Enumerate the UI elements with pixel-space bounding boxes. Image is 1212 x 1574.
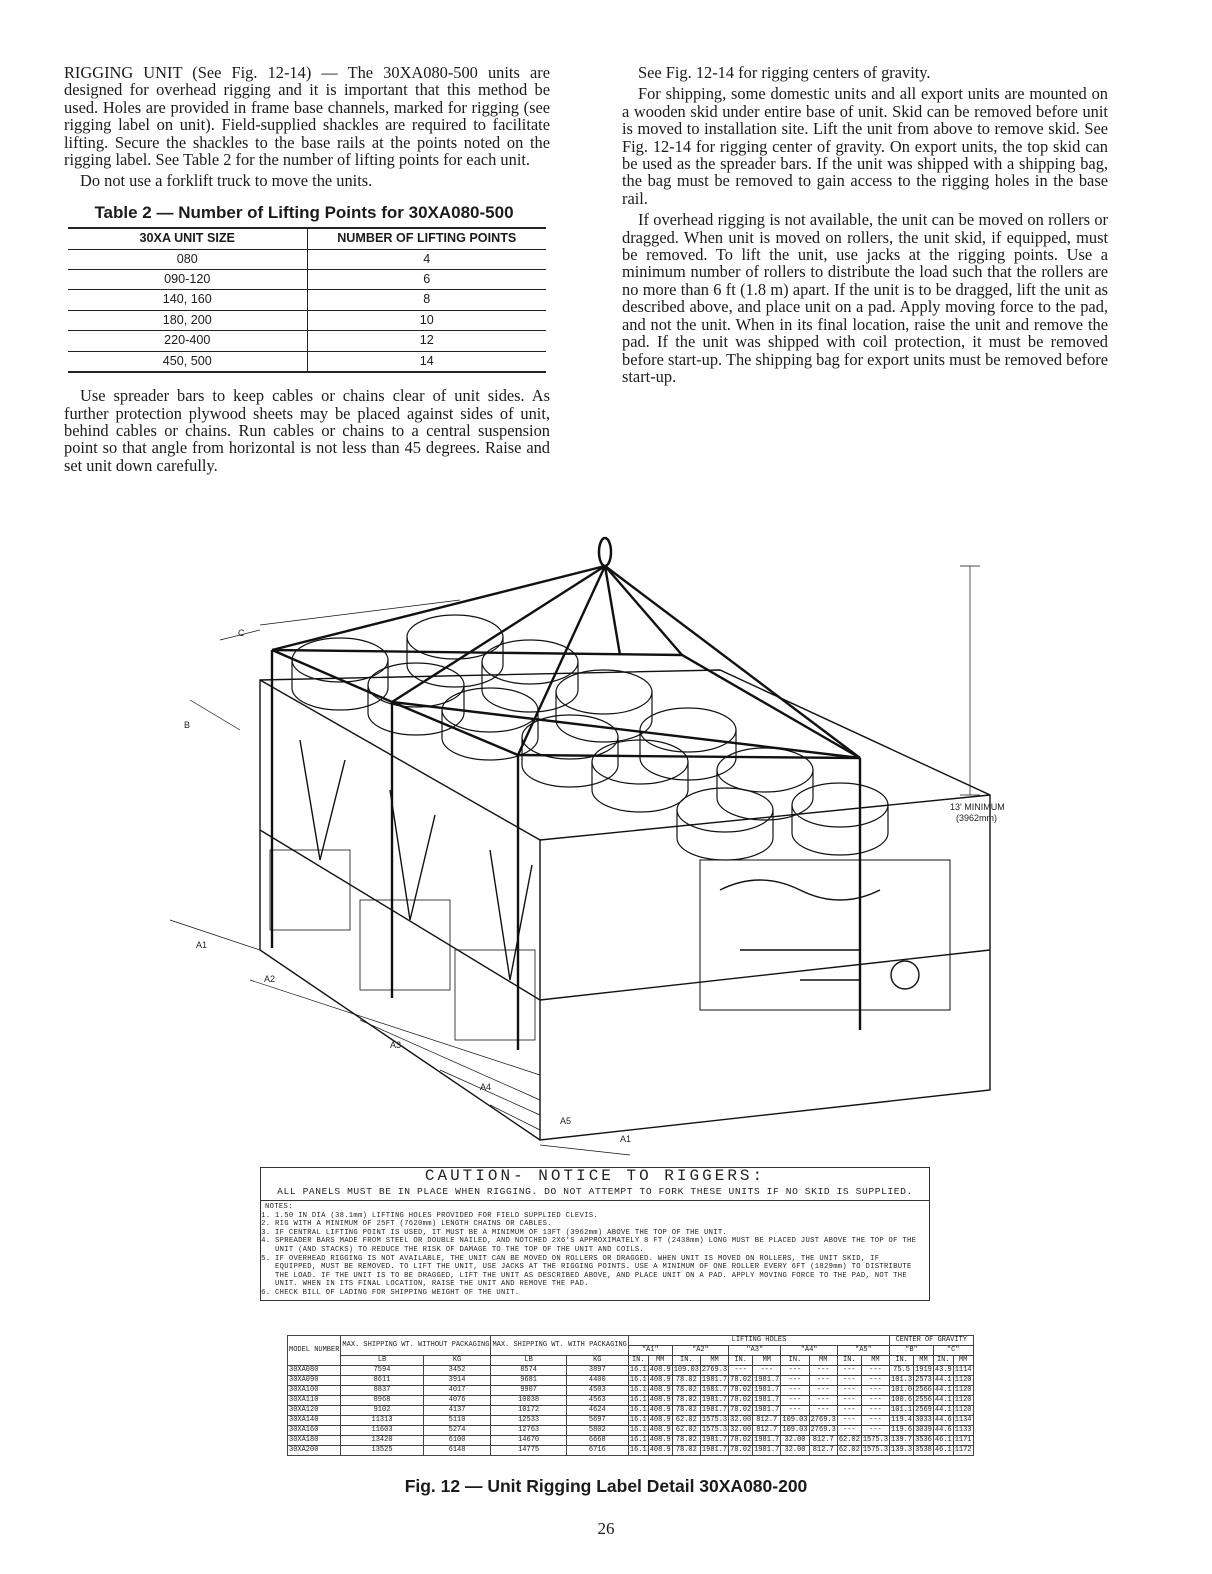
value-cell: --- bbox=[861, 1416, 889, 1426]
unit-kg: KG bbox=[423, 1356, 491, 1366]
rigging-illustration bbox=[160, 530, 1050, 1170]
dim-label-b: B bbox=[184, 720, 191, 730]
value-cell: 78.02 bbox=[672, 1406, 700, 1416]
unit-lb: LB bbox=[491, 1356, 566, 1366]
value-cell: --- bbox=[781, 1366, 809, 1376]
unit-in: IN. bbox=[890, 1356, 914, 1366]
value-cell: 5110 bbox=[423, 1416, 491, 1426]
note-item: 4. SPREADER BARS MADE FROM STEEL OR DOUBLE NAILED, AND NOTCHED 2X6'S APPROXIMATELY 8 FT (2438mm) LONG MUST BE PLACED JUST ABOVE THE TOP OF THE UNIT (AND STACKS) TO REDUCE THE RISK OF DAMAGE TO THE TOP OF THE UNIT AND COILS. bbox=[275, 1237, 925, 1254]
value-cell: 4076 bbox=[423, 1396, 491, 1406]
table-row bbox=[288, 1376, 974, 1386]
value-cell: 12763 bbox=[491, 1426, 566, 1436]
model-cell: 30XA160 bbox=[288, 1426, 341, 1436]
wt-sub-a4: "A4" bbox=[781, 1346, 837, 1356]
value-cell: 3536 bbox=[915, 1436, 932, 1444]
value-cell: 32.00 bbox=[730, 1416, 752, 1424]
value-cell: 78.02 bbox=[730, 1436, 752, 1444]
value-cell: 1981.7 bbox=[754, 1386, 780, 1394]
value-cell: 101.3 bbox=[891, 1376, 913, 1384]
value-cell: 6100 bbox=[423, 1436, 491, 1446]
value-cell: 44.1 bbox=[934, 1406, 952, 1414]
table-row bbox=[288, 1396, 974, 1406]
wt-sub-c: "C" bbox=[933, 1346, 973, 1356]
value-cell: 9681 bbox=[491, 1376, 566, 1386]
unit-in: IN. bbox=[781, 1356, 809, 1366]
value-cell: 408.9 bbox=[649, 1416, 671, 1424]
value-cell: 16.1 bbox=[629, 1416, 647, 1424]
value-cell: 16.1 bbox=[629, 1386, 647, 1394]
value-cell: 44.6 bbox=[934, 1426, 952, 1434]
value-cell: 8837 bbox=[341, 1386, 423, 1396]
value-cell: 44.6 bbox=[934, 1416, 952, 1424]
shipping-paragraph: For shipping, some domestic units and all export units are mounted on a wooden skid under entire base of unit. Skid can be removed before unit is moved to installation site. Lift the unit from above to remove skid. See Fig. 12-14 for rigging center of gravity. On export units, the top skid can be used as the spreader bars. If the unit was shipped with a shipping bag, the bag must be removed to gain access to the rigging holes in the base rail. bbox=[622, 84, 1108, 208]
value-cell: 1171 bbox=[954, 1436, 972, 1444]
page-number: 26 bbox=[597, 1519, 615, 1538]
height-note-ft: 13' MINIMUM bbox=[950, 802, 1005, 812]
value-cell: 78.02 bbox=[672, 1446, 700, 1456]
value-cell: 12533 bbox=[491, 1416, 566, 1426]
value-cell: 11313 bbox=[341, 1416, 423, 1426]
value-cell: 16.1 bbox=[629, 1426, 647, 1434]
value-cell: 2569 bbox=[915, 1406, 932, 1414]
value-cell: 408.9 bbox=[649, 1386, 671, 1394]
value-cell: 1575.3 bbox=[862, 1436, 889, 1444]
value-cell: 75.5 bbox=[890, 1366, 914, 1376]
value-cell: 44.1 bbox=[934, 1386, 952, 1394]
value-cell: 4017 bbox=[423, 1386, 491, 1396]
rollers-paragraph: If overhead rigging is not available, the unit can be moved on rollers or dragged. When unit is moved on rollers, the unit skid, if equipped, must be removed. To lift the unit, use jacks at the rigging points. Use a minimum number of rollers to distribute the load such that the rollers are no more than 6 ft (1.8 m) apart. If the unit is to be dragged, lift the unit as described above, and place unit on a pad. Apply moving force to the pad, and not the unit. When in its final location, raise the unit and remove the pad. If the unit was shipped with coil protection, it must be removed before start-up. The shipping bag for export units must be removed before start-up. bbox=[622, 210, 1108, 386]
value-cell: --- bbox=[809, 1376, 837, 1386]
value-cell: 32.00 bbox=[781, 1436, 809, 1446]
value-cell: 5802 bbox=[566, 1426, 628, 1436]
value-cell: 1133 bbox=[954, 1426, 972, 1434]
wt-body bbox=[288, 1366, 974, 1456]
table-header-lifting-points: NUMBER OF LIFTING POINTS bbox=[307, 228, 546, 249]
model-cell: 30XA110 bbox=[288, 1396, 341, 1406]
value-cell: 13420 bbox=[341, 1436, 423, 1446]
value-cell: --- bbox=[861, 1376, 889, 1386]
value-cell: 2769.3 bbox=[810, 1426, 836, 1434]
table-row bbox=[68, 270, 546, 290]
dim-label-a2: A2 bbox=[264, 974, 276, 984]
unit-in: IN. bbox=[628, 1356, 648, 1366]
dim-label-c: C bbox=[238, 628, 245, 638]
value-cell: --- bbox=[861, 1366, 889, 1376]
value-cell: --- bbox=[781, 1396, 809, 1406]
shipping-weight-table bbox=[287, 1335, 974, 1456]
value-cell: 1114 bbox=[954, 1366, 972, 1374]
value-cell: 101.0 bbox=[891, 1386, 913, 1394]
unit-size-cell: 090-120 bbox=[68, 270, 307, 290]
value-cell: 78.02 bbox=[730, 1446, 752, 1454]
value-cell: 1981.7 bbox=[754, 1436, 780, 1444]
value-cell: --- bbox=[861, 1396, 889, 1406]
figure-caption: Fig. 12 — Unit Rigging Label Detail 30XA080-200 bbox=[404, 1476, 808, 1496]
wt-unit-row bbox=[288, 1356, 974, 1366]
left-column bbox=[64, 64, 550, 478]
unit-mm: MM bbox=[700, 1356, 728, 1366]
value-cell: 14670 bbox=[491, 1436, 566, 1446]
value-cell: 1919 bbox=[915, 1366, 932, 1374]
unit-in: IN. bbox=[672, 1356, 700, 1366]
value-cell: 408.9 bbox=[649, 1376, 671, 1384]
value-cell: --- bbox=[781, 1386, 809, 1396]
value-cell: 812.7 bbox=[809, 1446, 837, 1456]
value-cell: 4137 bbox=[423, 1406, 491, 1416]
value-cell: 139.7 bbox=[891, 1436, 913, 1444]
model-cell: 30XA080 bbox=[288, 1366, 341, 1376]
model-cell: 30XA180 bbox=[288, 1436, 341, 1446]
table-row bbox=[68, 249, 546, 269]
model-cell: 30XA090 bbox=[288, 1376, 341, 1386]
value-cell: 408.9 bbox=[649, 1446, 671, 1454]
lifting-points-cell: 6 bbox=[307, 270, 546, 290]
value-cell: 4503 bbox=[566, 1386, 628, 1396]
unit-size-cell: 450, 500 bbox=[68, 351, 307, 372]
value-cell: 13525 bbox=[341, 1446, 423, 1456]
value-cell: 32.00 bbox=[781, 1446, 809, 1456]
unit-size-cell: 180, 200 bbox=[68, 310, 307, 330]
wt-sub-b: "B" bbox=[890, 1346, 934, 1356]
value-cell: 8611 bbox=[341, 1376, 423, 1386]
value-cell: 408.9 bbox=[649, 1436, 671, 1444]
value-cell: 1575.3 bbox=[701, 1426, 728, 1434]
value-cell: 119.6 bbox=[891, 1426, 913, 1434]
value-cell: --- bbox=[837, 1386, 861, 1396]
value-cell: 8574 bbox=[491, 1366, 566, 1376]
value-cell: 62.02 bbox=[838, 1436, 860, 1444]
note-item: 6. CHECK BILL OF LADING FOR SHIPPING WEIGHT OF THE UNIT. bbox=[275, 1289, 925, 1298]
height-note-mm: (3962mm) bbox=[956, 813, 998, 823]
lifting-points-cell: 4 bbox=[307, 249, 546, 269]
value-cell: 408.9 bbox=[649, 1426, 671, 1434]
value-cell: 78.02 bbox=[672, 1376, 700, 1386]
value-cell: 44.1 bbox=[934, 1376, 952, 1384]
table-row bbox=[288, 1386, 974, 1396]
wt-sub-a2: "A2" bbox=[672, 1346, 728, 1356]
value-cell: 3914 bbox=[423, 1376, 491, 1386]
value-cell: 1981.7 bbox=[701, 1396, 728, 1404]
value-cell: 1120 bbox=[954, 1396, 972, 1404]
wt-header-with: MAX. SHIPPING WT. WITH PACKAGING bbox=[491, 1336, 628, 1356]
wt-header-lifting: LIFTING HOLES bbox=[628, 1336, 889, 1346]
value-cell: --- bbox=[753, 1366, 781, 1376]
value-cell: --- bbox=[837, 1426, 861, 1436]
unit-mm: MM bbox=[753, 1356, 781, 1366]
value-cell: 2769.3 bbox=[810, 1416, 836, 1424]
value-cell: --- bbox=[729, 1366, 753, 1376]
unit-size-cell: 220-400 bbox=[68, 331, 307, 351]
table-row bbox=[68, 310, 546, 330]
unit-mm: MM bbox=[809, 1356, 837, 1366]
unit-in: IN. bbox=[837, 1356, 861, 1366]
table-header-unit-size: 30XA UNIT SIZE bbox=[68, 228, 307, 249]
value-cell: 4563 bbox=[566, 1396, 628, 1406]
value-cell: 2566 bbox=[915, 1386, 932, 1394]
note-item: 2. RIG WITH A MINIMUM OF 25FT (7620mm) LENGTH CHAINS OR CABLES. bbox=[275, 1220, 925, 1229]
model-cell: 30XA140 bbox=[288, 1416, 341, 1426]
value-cell: 16.1 bbox=[629, 1376, 647, 1384]
table-row bbox=[288, 1406, 974, 1416]
value-cell: 408.9 bbox=[649, 1396, 671, 1404]
value-cell: 16.1 bbox=[629, 1446, 647, 1454]
value-cell: 44.1 bbox=[934, 1396, 952, 1404]
value-cell: 1120 bbox=[954, 1386, 972, 1394]
dim-label-a1: A1 bbox=[196, 940, 208, 950]
value-cell: 9102 bbox=[341, 1406, 423, 1416]
value-cell: 11603 bbox=[341, 1426, 423, 1436]
value-cell: 3452 bbox=[423, 1366, 491, 1376]
model-cell: 30XA100 bbox=[288, 1386, 341, 1396]
wt-sub-a5: "A5" bbox=[837, 1346, 889, 1356]
table-2-title: Table 2 — Number of Lifting Points for 30XA080-500 bbox=[94, 202, 514, 222]
table-row bbox=[288, 1416, 974, 1426]
unit-in: IN. bbox=[933, 1356, 953, 1366]
value-cell: 14775 bbox=[491, 1446, 566, 1456]
value-cell: --- bbox=[809, 1396, 837, 1406]
value-cell: 78.02 bbox=[730, 1376, 752, 1384]
spreader-bars-paragraph: Use spreader bars to keep cables or chains clear of unit sides. As further protection plywood sheets may be placed against sides of unit, behind cables or chains. Run cables or chains to a central suspension point so that angle from horizontal is not less than 45 degrees. Raise and set unit down carefully. bbox=[64, 386, 550, 475]
value-cell: 812.7 bbox=[753, 1416, 781, 1426]
unit-in: IN. bbox=[729, 1356, 753, 1366]
wt-header-model: MODEL NUMBER bbox=[288, 1336, 341, 1366]
model-cell: 30XA200 bbox=[288, 1446, 341, 1456]
value-cell: 109.03 bbox=[782, 1426, 808, 1434]
value-cell: 78.02 bbox=[672, 1386, 700, 1396]
table-row bbox=[68, 351, 546, 372]
value-cell: --- bbox=[837, 1416, 861, 1426]
value-cell: 8968 bbox=[341, 1396, 423, 1406]
value-cell: 16.1 bbox=[629, 1396, 647, 1404]
value-cell: 1134 bbox=[954, 1416, 972, 1424]
value-cell: 78.02 bbox=[730, 1396, 752, 1404]
value-cell: --- bbox=[837, 1406, 861, 1416]
wt-sub-a3: "A3" bbox=[729, 1346, 781, 1356]
value-cell: 812.7 bbox=[809, 1436, 837, 1446]
note-item: 1. 1.50 IN DIA (38.1mm) LIFTING HOLES PROVIDED FOR FIELD SUPPLIED CLEVIS. bbox=[275, 1212, 925, 1221]
wt-sub-a1: "A1" bbox=[628, 1346, 672, 1356]
value-cell: 1981.7 bbox=[754, 1396, 780, 1404]
value-cell: --- bbox=[837, 1366, 861, 1376]
value-cell: 1981.7 bbox=[701, 1386, 728, 1394]
table-row bbox=[68, 331, 546, 351]
unit-size-cell: 140, 160 bbox=[68, 290, 307, 310]
table-row bbox=[288, 1436, 974, 1446]
value-cell: 1575.3 bbox=[701, 1416, 728, 1424]
value-cell: --- bbox=[861, 1406, 889, 1416]
model-cell: 30XA120 bbox=[288, 1406, 341, 1416]
value-cell: 1981.7 bbox=[754, 1446, 780, 1454]
value-cell: 62.02 bbox=[838, 1446, 860, 1454]
value-cell: 78.02 bbox=[672, 1396, 700, 1406]
table-row bbox=[288, 1426, 974, 1436]
value-cell: --- bbox=[861, 1426, 889, 1436]
value-cell: 2573 bbox=[915, 1376, 932, 1384]
value-cell: 6148 bbox=[423, 1446, 491, 1456]
table-row bbox=[68, 290, 546, 310]
value-cell: 46.1 bbox=[934, 1436, 952, 1444]
value-cell: 1981.7 bbox=[701, 1406, 728, 1414]
value-cell: 1981.7 bbox=[701, 1446, 728, 1454]
value-cell: 6716 bbox=[566, 1446, 628, 1456]
lifting-points-cell: 10 bbox=[307, 310, 546, 330]
value-cell: 4624 bbox=[566, 1406, 628, 1416]
value-cell: 408.9 bbox=[649, 1366, 671, 1374]
table-row bbox=[288, 1366, 974, 1376]
value-cell: 1172 bbox=[954, 1446, 972, 1454]
value-cell: --- bbox=[809, 1366, 837, 1376]
value-cell: 16.1 bbox=[629, 1406, 647, 1414]
unit-kg: KG bbox=[566, 1356, 628, 1366]
wt-header-cog: CENTER OF GRAVITY bbox=[890, 1336, 973, 1346]
unit-mm: MM bbox=[861, 1356, 889, 1366]
dim-label-a4: A4 bbox=[480, 1082, 492, 1092]
table-row bbox=[288, 1446, 974, 1456]
value-cell: 2556 bbox=[915, 1396, 932, 1404]
value-cell: 109.03 bbox=[782, 1416, 808, 1424]
value-cell: 62.02 bbox=[672, 1426, 700, 1436]
value-cell: 139.3 bbox=[891, 1446, 913, 1454]
rigging-label bbox=[260, 1167, 930, 1301]
lifting-points-cell: 14 bbox=[307, 351, 546, 372]
unit-mm: MM bbox=[914, 1356, 934, 1366]
dim-label-a3: A3 bbox=[390, 1040, 402, 1050]
forklift-warning: Do not use a forklift truck to move the units. bbox=[80, 171, 373, 191]
lifting-ring bbox=[599, 538, 611, 566]
unit-mm: MM bbox=[953, 1356, 973, 1366]
value-cell: 812.7 bbox=[753, 1426, 781, 1436]
lifting-points-table bbox=[68, 227, 546, 373]
value-cell: --- bbox=[837, 1376, 861, 1386]
dim-label-a1-right: A1 bbox=[620, 1134, 632, 1144]
value-cell: 1981.7 bbox=[701, 1376, 728, 1384]
value-cell: --- bbox=[861, 1386, 889, 1396]
value-cell: 1120 bbox=[954, 1406, 972, 1414]
value-cell: 43.9 bbox=[934, 1366, 952, 1374]
note-item: 5. IF OVERHEAD RIGGING IS NOT AVAILABLE, THE UNIT CAN BE MOVED ON ROLLERS OR DRAGGED. WHEN UNIT IS MOVED ON ROLLERS, THE UNIT SKID, IF EQUIPPED, MUST BE REMOVED. TO LIFT THE UNIT, USE JACKS AT THE RIGGING POINTS. USE A MINIMUM OF ONE ROLLER EVERY 6FT (1829mm) TO DISTRIBUTE THE LOAD. IF THE UNIT IS TO BE DRAGGED, LIFT THE UNIT AS DESCRIBED ABOVE, AND PLACE UNIT ON A PAD. APPLY MOVING FORCE TO THE PAD, NOT THE UNIT. WHEN IN ITS FINAL LOCATION, RAISE THE UNIT AND REMOVE THE PAD. bbox=[275, 1255, 925, 1289]
value-cell: --- bbox=[809, 1386, 837, 1396]
value-cell: 1981.7 bbox=[754, 1406, 780, 1414]
unit-mm: MM bbox=[648, 1356, 672, 1366]
value-cell: 9907 bbox=[491, 1386, 566, 1396]
value-cell: 78.02 bbox=[730, 1406, 752, 1414]
value-cell: 3538 bbox=[915, 1446, 932, 1454]
caution-line: ALL PANELS MUST BE IN PLACE WHEN RIGGING. DO NOT ATTEMPT TO FORK THESE UNITS IF NO SKID IS SUPPLIED. bbox=[261, 1185, 929, 1201]
value-cell: 1981.7 bbox=[701, 1436, 728, 1444]
value-cell: 1120 bbox=[954, 1376, 972, 1384]
value-cell: 10038 bbox=[491, 1396, 566, 1406]
cog-reference: See Fig. 12-14 for rigging centers of gravity. bbox=[638, 63, 931, 82]
value-cell: 7594 bbox=[341, 1366, 423, 1376]
value-cell: 3897 bbox=[566, 1366, 628, 1376]
value-cell: 10172 bbox=[491, 1406, 566, 1416]
value-cell: --- bbox=[781, 1376, 809, 1386]
notes-heading: NOTES: bbox=[265, 1203, 293, 1211]
value-cell: 46.1 bbox=[934, 1446, 952, 1454]
value-cell: 3033 bbox=[915, 1416, 932, 1424]
value-cell: 1575.3 bbox=[862, 1446, 889, 1454]
wt-header-without: MAX. SHIPPING WT. WITHOUT PACKAGING bbox=[341, 1336, 491, 1356]
value-cell: 62.02 bbox=[672, 1416, 700, 1426]
note-item: 3. IF CENTRAL LIFTING POINT IS USED, IT MUST BE A MINIMUM OF 13FT (3962mm) ABOVE THE TOP OF THE UNIT. bbox=[275, 1229, 925, 1238]
caution-title: CAUTION- NOTICE TO RIGGERS: bbox=[424, 1167, 766, 1185]
value-cell: 408.9 bbox=[649, 1406, 671, 1414]
value-cell: 16.1 bbox=[629, 1436, 647, 1444]
value-cell: 6668 bbox=[566, 1436, 628, 1446]
right-column bbox=[622, 64, 1108, 389]
unit-size-cell: 080 bbox=[68, 249, 307, 269]
value-cell: --- bbox=[809, 1406, 837, 1416]
value-cell: 119.4 bbox=[891, 1416, 913, 1424]
value-cell: 109.03 bbox=[673, 1366, 699, 1374]
rigging-notes bbox=[261, 1201, 929, 1300]
value-cell: 5697 bbox=[566, 1416, 628, 1426]
value-cell: 3039 bbox=[915, 1426, 932, 1434]
value-cell: --- bbox=[837, 1396, 861, 1406]
value-cell: 4400 bbox=[566, 1376, 628, 1386]
value-cell: 32.00 bbox=[730, 1426, 752, 1434]
value-cell: 5274 bbox=[423, 1426, 491, 1436]
value-cell: 78.02 bbox=[730, 1386, 752, 1394]
lifting-points-cell: 12 bbox=[307, 331, 546, 351]
value-cell: 101.1 bbox=[891, 1406, 913, 1414]
dim-label-a5: A5 bbox=[560, 1116, 572, 1126]
value-cell: --- bbox=[781, 1406, 809, 1416]
value-cell: 1981.7 bbox=[754, 1376, 780, 1384]
lifting-points-cell: 8 bbox=[307, 290, 546, 310]
rigging-unit-paragraph: RIGGING UNIT (See Fig. 12-14) — The 30XA080-500 units are designed for overhead rigging and it is important that this method be used. Holes are provided in frame base channels, marked for rigging (see rigging label on unit). Field-supplied shackles are required to facilitate lifting. Secure the shackles to the base rails at the points noted on the rigging label. See Table 2 for the number of lifting points for each unit. bbox=[64, 63, 550, 170]
value-cell: 2769.3 bbox=[701, 1366, 728, 1374]
value-cell: 78.02 bbox=[672, 1436, 700, 1446]
value-cell: 100.6 bbox=[891, 1396, 913, 1404]
value-cell: 16.1 bbox=[629, 1366, 647, 1374]
unit-lb: LB bbox=[341, 1356, 423, 1366]
